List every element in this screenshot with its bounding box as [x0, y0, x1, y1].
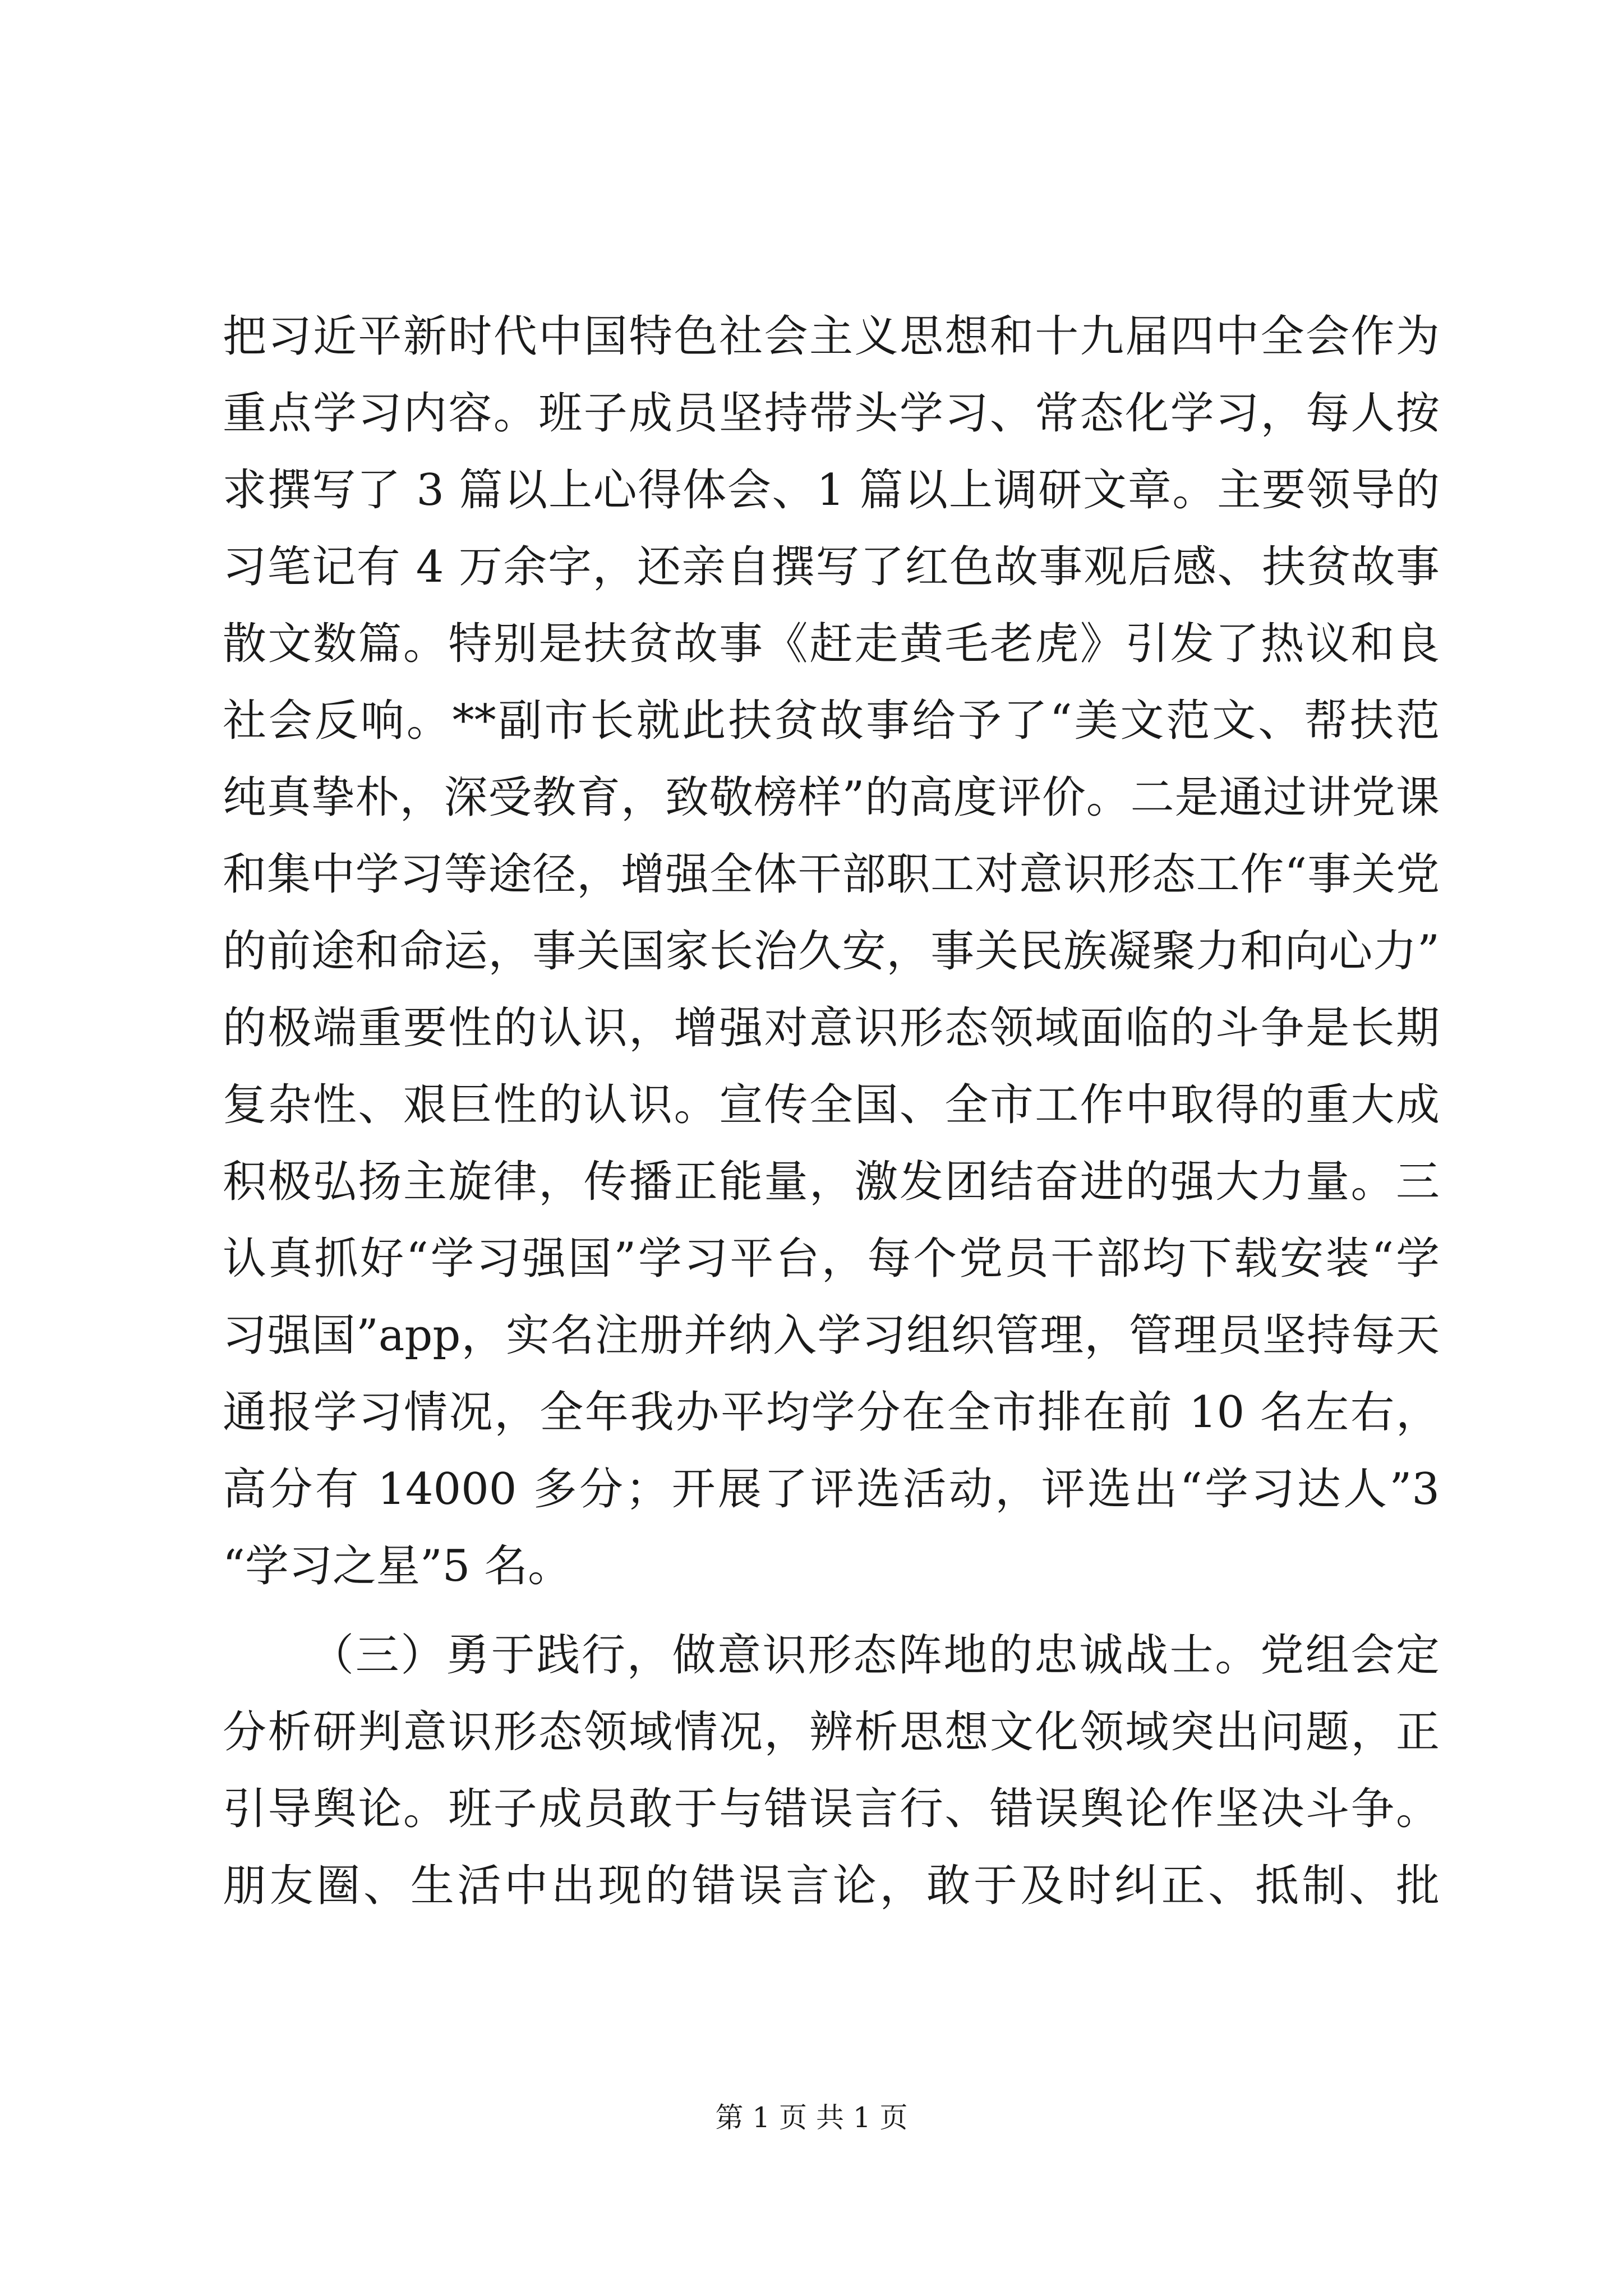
section-heading-line: （三）勇于践行，做意识形态阵地的忠诚战士。党组会定 [310, 1630, 1440, 1681]
text-line: 引导舆论。班子成员敢于与错误言行、错误舆论作坚决斗争。 [223, 1784, 1440, 1834]
text-line: 的前途和命运，事关国家长治久安，事关民族凝聚力和向心力” [223, 926, 1440, 977]
text-line: 分析研判意识形态领域情况，辨析思想文化领域突出问题，正 [223, 1707, 1440, 1757]
text-line: 朋友圈、生活中出现的错误言论，敢于及时纠正、抵制、批 [223, 1861, 1440, 1911]
text-line: 求撰写了 3 篇以上心得体会、1 篇以上调研文章。主要领导的 [223, 465, 1440, 516]
text-line: 把习近平新时代中国特色社会主义思想和十九届四中全会作为 [223, 311, 1440, 362]
text-line: “学习之星”5 名。 [223, 1541, 572, 1591]
text-line: 散文数篇。特别是扶贫故事《赶走黄毛老虎》引发了热议和良 [223, 619, 1440, 669]
text-line: 复杂性、艰巨性的认识。宣传全国、全市工作中取得的重大成 [223, 1080, 1440, 1130]
text-line: 高分有 14000 多分；开展了评选活动，评选出“学习达人”3 [223, 1464, 1440, 1515]
text-line: 认真抓好“学习强国”学习平台，每个党员干部均下载安装“学 [223, 1234, 1440, 1284]
text-line: 积极弘扬主旋律，传播正能量，激发团结奋进的强大力量。三 [223, 1157, 1440, 1207]
text-line: 和集中学习等途径，增强全体干部职工对意识形态工作“事关党 [223, 849, 1440, 900]
page-footer [0, 2098, 1623, 2137]
text-line: 的极端重要性的认识，增强对意识形态领域面临的斗争是长期 [223, 1003, 1440, 1053]
text-line: 习笔记有 4 万余字，还亲自撰写了红色故事观后感、扶贫故事 [223, 542, 1440, 592]
text-line: 习强国”app，实名注册并纳入学习组织管理，管理员坚持每天 [223, 1310, 1440, 1361]
page-number: 第 1 页 共 1 页 [715, 2101, 908, 2134]
text-line: 通报学习情况，全年我办平均学分在全市排在前 10 名左右， [223, 1387, 1440, 1438]
text-line: 纯真挚朴，深受教育，致敬榜样”的高度评价。二是通过讲党课 [223, 772, 1440, 823]
text-line: 社会反响。**副市长就此扶贫故事给予了“美文范文、帮扶范 [223, 696, 1440, 746]
body-text [223, 298, 1440, 1925]
text-line: 重点学习内容。班子成员坚持带头学习、常态化学习，每人按 [223, 388, 1440, 439]
